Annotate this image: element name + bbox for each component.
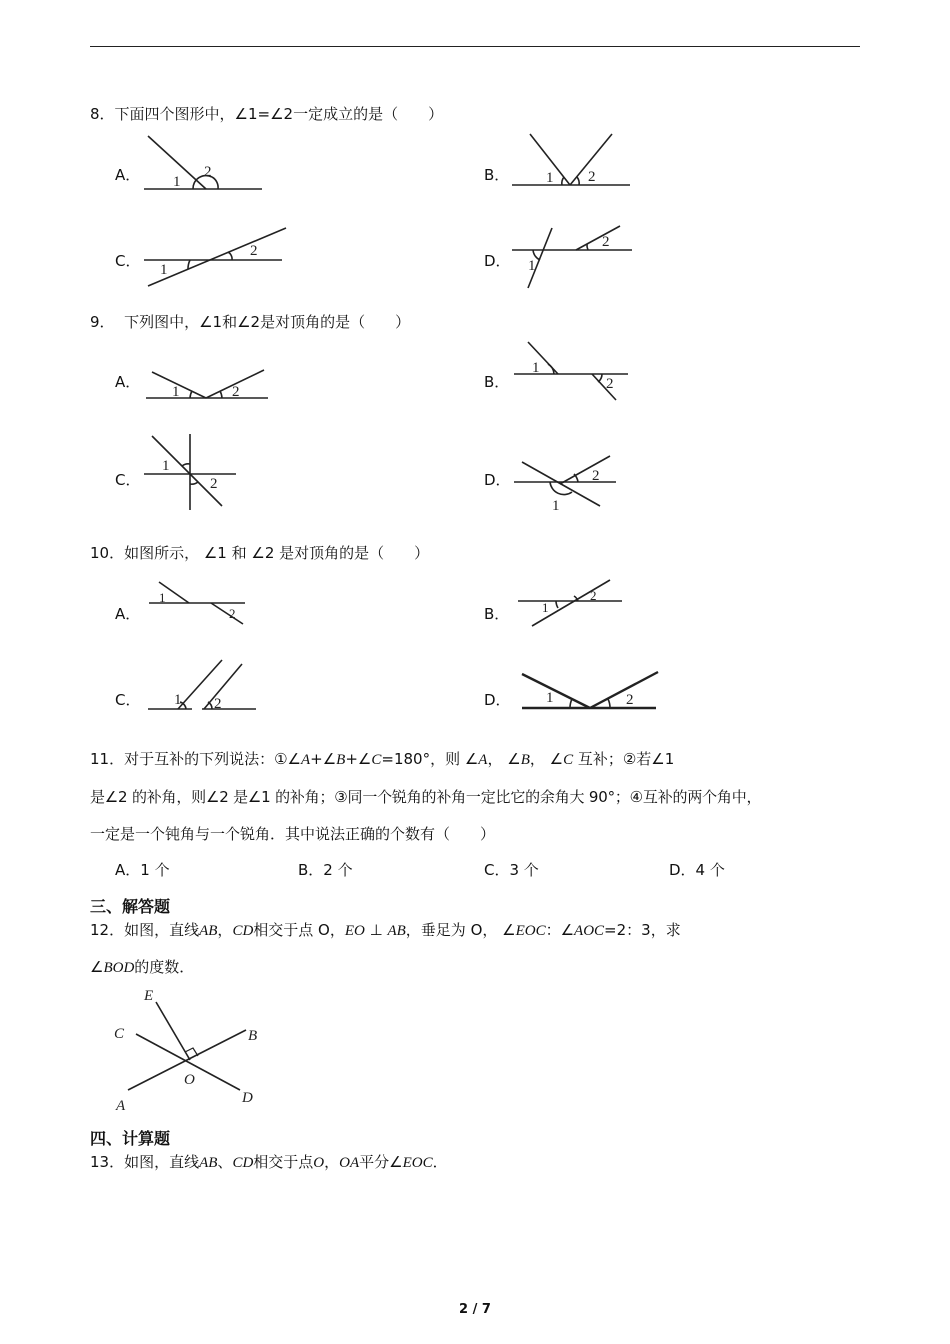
q10-figure-b (514, 576, 634, 630)
q9-option-a[interactable]: A． (115, 373, 141, 391)
question-11-line-3: 一定是一个钝角与一个锐角．其中说法正确的个数有（ ） (90, 825, 496, 843)
angle-1-label: 1 (162, 458, 170, 474)
q9-option-d[interactable]: D． (484, 471, 511, 489)
q8-option-d[interactable]: D． (484, 252, 511, 270)
q8-option-c[interactable]: C． (115, 252, 141, 270)
q10-option-a[interactable]: A． (115, 605, 141, 623)
angle-2-label: 2 (602, 234, 610, 250)
angle-2-label: 2 (590, 588, 597, 603)
angle-1-label: 1 (546, 170, 554, 186)
angle-1-label: 1 (546, 690, 554, 706)
point-o-label: O (184, 1072, 195, 1088)
angle-2-label: 2 (214, 696, 222, 712)
q9-figure-d (512, 452, 632, 514)
q11-choice-b[interactable]: B．2 个 (298, 861, 353, 879)
q11-choice-a[interactable]: A．1 个 (115, 861, 170, 879)
point-b-label: B (248, 1028, 258, 1044)
q10-option-d[interactable]: D． (484, 691, 511, 709)
q9-figure-c (142, 432, 242, 512)
q9-option-c[interactable]: C． (115, 471, 141, 489)
point-e-label: E (144, 988, 154, 1004)
angle-2-label: 2 (588, 169, 596, 185)
q9-figure-a (142, 364, 272, 404)
question-8: 8．下面四个图形中，∠1=∠2一定成立的是（ ） (90, 105, 444, 123)
question-11-line-1: 11．对于互补的下列说法：①∠A+∠B+∠C=180°，则 ∠A， ∠B， ∠C 互补；②若∠1 (90, 750, 675, 768)
q10-option-c[interactable]: C． (115, 691, 141, 709)
angle-1-label: 1 (173, 174, 181, 190)
angle-1-label: 1 (160, 262, 168, 278)
q8-figure-a (140, 132, 270, 194)
q9-figure-b (510, 340, 640, 404)
q10-option-b[interactable]: B． (484, 605, 510, 623)
q8-figure-d (508, 224, 638, 290)
angle-1-label: 1 (532, 360, 540, 376)
point-d-label: D (242, 1090, 253, 1106)
angle-1-label: 1 (172, 384, 180, 400)
question-11-line-2: 是∠2 的补角，则∠2 是∠1 的补角；③同一个锐角的补角一定比它的余角大 90°；④互补的两个角中， (90, 788, 762, 806)
question-9: 9． 下列图中，∠1和∠2是对顶角的是（ ） (90, 313, 411, 331)
q8-option-a[interactable]: A． (115, 166, 141, 184)
page-number: 2 / 7 (459, 1302, 491, 1317)
angle-2-label: 2 (626, 692, 634, 708)
section-3-heading: 三、解答题 (90, 897, 171, 916)
angle-2-label: 2 (250, 243, 258, 259)
header-rule (90, 46, 860, 47)
angle-2-label: 2 (229, 606, 236, 621)
point-c-label: C (114, 1026, 125, 1042)
angle-1-label: 1 (528, 258, 536, 274)
q9-option-b[interactable]: B． (484, 373, 510, 391)
question-12-line-1: 12．如图，直线AB，CD相交于点 O，EO ⊥ AB，垂足为 O， ∠EOC：∠AOC=2：3，求 (90, 921, 681, 939)
angle-2-label: 2 (592, 468, 600, 484)
q12-figure (108, 980, 278, 1116)
angle-2-label: 2 (606, 376, 614, 392)
angle-2-label: 2 (204, 164, 212, 180)
q8-option-b[interactable]: B． (484, 166, 510, 184)
angle-1-label: 1 (159, 590, 166, 605)
section-4-heading: 四、计算题 (90, 1129, 171, 1148)
angle-1-label: 1 (542, 600, 549, 615)
question-10: 10．如图所示， ∠1 和 ∠2 是对顶角的是（ ） (90, 544, 430, 562)
q11-choice-c[interactable]: C．3 个 (484, 861, 539, 879)
angle-2-label: 2 (210, 476, 218, 492)
angle-2-label: 2 (232, 384, 240, 400)
q8-figure-b (508, 132, 638, 194)
q10-figure-c (144, 658, 264, 714)
q10-figure-d (518, 668, 668, 714)
angle-1-label: 1 (174, 692, 182, 708)
q8-figure-c (140, 224, 290, 290)
angle-1-label: 1 (552, 498, 560, 514)
question-13: 13．如图，直线AB、CD相交于点O，OA平分∠EOC． (90, 1153, 448, 1171)
question-12-line-2: ∠BOD的度数． (90, 958, 195, 976)
q10-figure-a (145, 578, 255, 628)
q11-choice-d[interactable]: D．4 个 (669, 861, 725, 879)
point-a-label: A (116, 1098, 126, 1114)
